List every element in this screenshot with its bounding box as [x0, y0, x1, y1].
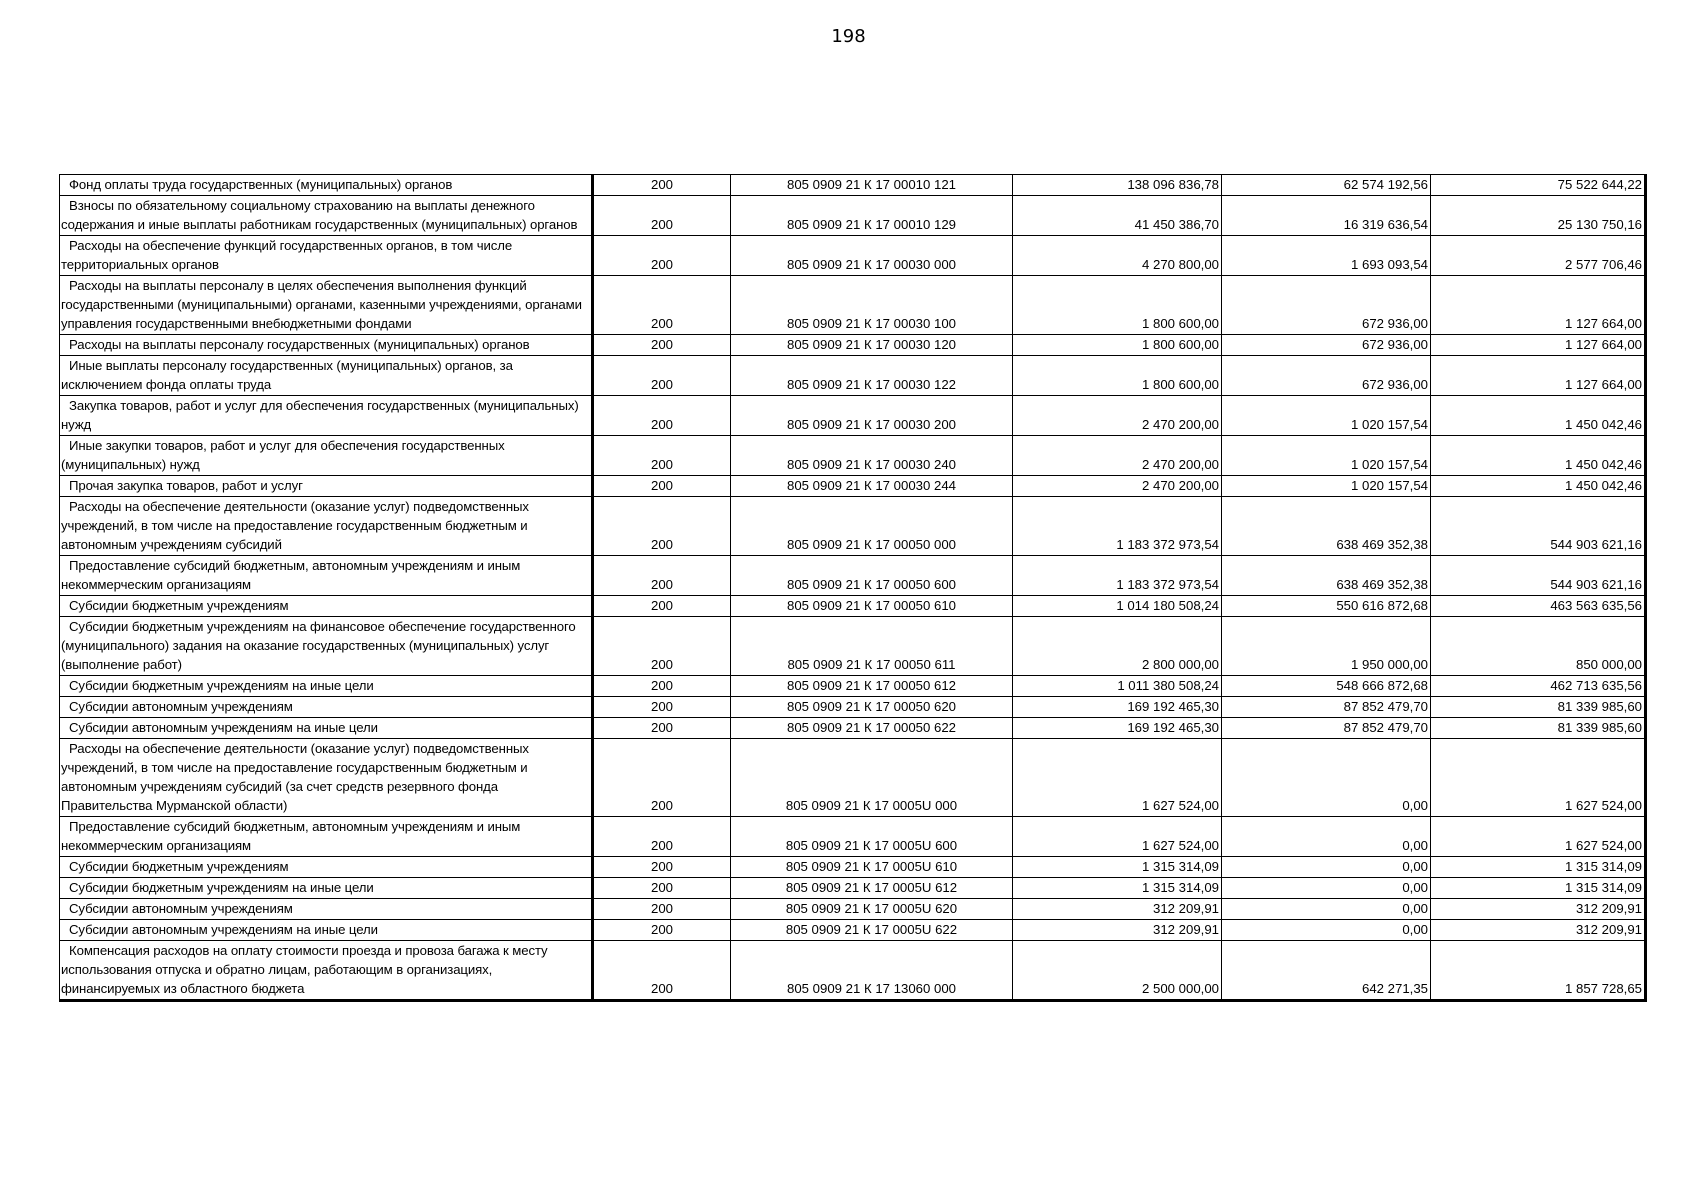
row-approved-amount-cell: 2 470 200,00	[1013, 476, 1222, 497]
row-classification-code-cell: 805 0909 21 К 17 00010 129	[731, 196, 1013, 236]
row-unexecuted-amount-cell: 2 577 706,46	[1431, 236, 1646, 276]
row-executed-amount-cell: 0,00	[1222, 739, 1431, 817]
table-row	[60, 396, 1646, 436]
row-classification-code-cell: 805 0909 21 К 17 00010 121	[731, 175, 1013, 196]
row-executed-amount-cell: 0,00	[1222, 817, 1431, 857]
table-row	[60, 335, 1646, 356]
row-admin-code-cell: 200	[593, 739, 731, 817]
row-unexecuted-amount-cell: 1 127 664,00	[1431, 276, 1646, 335]
table-row	[60, 697, 1646, 718]
row-admin-code-cell: 200	[593, 718, 731, 739]
row-admin-code-cell: 200	[593, 697, 731, 718]
row-name-cell: Субсидии автономным учреждениям	[60, 899, 593, 920]
row-classification-code-cell: 805 0909 21 К 17 0005U 600	[731, 817, 1013, 857]
table-row	[60, 556, 1646, 596]
budget-table-body	[60, 175, 1646, 1001]
row-unexecuted-amount-cell: 1 450 042,46	[1431, 396, 1646, 436]
table-row	[60, 817, 1646, 857]
row-unexecuted-amount-cell: 1 315 314,09	[1431, 857, 1646, 878]
row-unexecuted-amount-cell: 544 903 621,16	[1431, 497, 1646, 556]
row-approved-amount-cell: 1 800 600,00	[1013, 335, 1222, 356]
row-name-cell: Предоставление субсидий бюджетным, автономным учреждениям и иным некоммерческим организациям	[60, 556, 593, 596]
table-row	[60, 617, 1646, 676]
row-admin-code-cell: 200	[593, 497, 731, 556]
row-approved-amount-cell: 1 800 600,00	[1013, 356, 1222, 396]
row-executed-amount-cell: 1 020 157,54	[1222, 476, 1431, 497]
table-row	[60, 356, 1646, 396]
row-unexecuted-amount-cell: 1 450 042,46	[1431, 436, 1646, 476]
row-approved-amount-cell: 2 800 000,00	[1013, 617, 1222, 676]
row-approved-amount-cell: 1 627 524,00	[1013, 817, 1222, 857]
row-classification-code-cell: 805 0909 21 К 17 0005U 610	[731, 857, 1013, 878]
row-unexecuted-amount-cell: 1 127 664,00	[1431, 356, 1646, 396]
row-classification-code-cell: 805 0909 21 К 17 13060 000	[731, 941, 1013, 1001]
table-row	[60, 596, 1646, 617]
row-unexecuted-amount-cell: 1 627 524,00	[1431, 739, 1646, 817]
row-unexecuted-amount-cell: 1 627 524,00	[1431, 817, 1646, 857]
row-admin-code-cell: 200	[593, 196, 731, 236]
row-approved-amount-cell: 1 014 180 508,24	[1013, 596, 1222, 617]
row-name-cell: Субсидии бюджетным учреждениям	[60, 857, 593, 878]
row-unexecuted-amount-cell: 1 127 664,00	[1431, 335, 1646, 356]
row-classification-code-cell: 805 0909 21 К 17 0005U 620	[731, 899, 1013, 920]
row-unexecuted-amount-cell: 75 522 644,22	[1431, 175, 1646, 196]
row-executed-amount-cell: 1 693 093,54	[1222, 236, 1431, 276]
row-name-cell: Расходы на выплаты персоналу в целях обеспечения выполнения функций государственными (муниципальными) органами, казенными учреждениями, органами управления государственными внебюджетными фондами	[60, 276, 593, 335]
row-name-cell: Взносы по обязательному социальному страхованию на выплаты денежного содержания и иные выплаты работникам государственных (муниципальных) органов	[60, 196, 593, 236]
row-admin-code-cell: 200	[593, 436, 731, 476]
row-unexecuted-amount-cell: 81 339 985,60	[1431, 697, 1646, 718]
row-classification-code-cell: 805 0909 21 К 17 00030 120	[731, 335, 1013, 356]
table-row	[60, 196, 1646, 236]
row-admin-code-cell: 200	[593, 596, 731, 617]
row-unexecuted-amount-cell: 312 209,91	[1431, 920, 1646, 941]
row-approved-amount-cell: 1 627 524,00	[1013, 739, 1222, 817]
row-approved-amount-cell: 2 470 200,00	[1013, 396, 1222, 436]
row-executed-amount-cell: 0,00	[1222, 857, 1431, 878]
row-name-cell: Субсидии автономным учреждениям на иные цели	[60, 920, 593, 941]
row-unexecuted-amount-cell: 1 857 728,65	[1431, 941, 1646, 1001]
row-name-cell: Расходы на обеспечение деятельности (оказание услуг) подведомственных учреждений, в том числе на предоставление государственным бюджетным и автономным учреждениям субсидий (за счет средств резервного фонда Правительства Мурманской области)	[60, 739, 593, 817]
table-row	[60, 899, 1646, 920]
row-unexecuted-amount-cell: 462 713 635,56	[1431, 676, 1646, 697]
row-admin-code-cell: 200	[593, 236, 731, 276]
row-classification-code-cell: 805 0909 21 К 17 0005U 622	[731, 920, 1013, 941]
table-row	[60, 878, 1646, 899]
row-admin-code-cell: 200	[593, 941, 731, 1001]
row-name-cell: Фонд оплаты труда государственных (муниципальных) органов	[60, 175, 593, 196]
row-name-cell: Компенсация расходов на оплату стоимости проезда и провоза багажа к месту использования отпуска и обратно лицам, работающим в организациях, финансируемых из областного бюджета	[60, 941, 593, 1001]
row-admin-code-cell: 200	[593, 556, 731, 596]
row-name-cell: Расходы на обеспечение деятельности (оказание услуг) подведомственных учреждений, в том числе на предоставление государственным бюджетным и автономным учреждениям субсидий	[60, 497, 593, 556]
row-admin-code-cell: 200	[593, 476, 731, 497]
row-admin-code-cell: 200	[593, 175, 731, 196]
row-executed-amount-cell: 1 950 000,00	[1222, 617, 1431, 676]
row-classification-code-cell: 805 0909 21 К 17 00030 100	[731, 276, 1013, 335]
row-executed-amount-cell: 638 469 352,38	[1222, 556, 1431, 596]
row-unexecuted-amount-cell: 1 315 314,09	[1431, 878, 1646, 899]
row-executed-amount-cell: 1 020 157,54	[1222, 436, 1431, 476]
row-admin-code-cell: 200	[593, 857, 731, 878]
row-name-cell: Субсидии бюджетным учреждениям на финансовое обеспечение государственного (муниципального) задания на оказание государственных (муниципальных) услуг (выполнение работ)	[60, 617, 593, 676]
row-name-cell: Расходы на обеспечение функций государственных органов, в том числе территориальных органов	[60, 236, 593, 276]
table-row	[60, 236, 1646, 276]
row-classification-code-cell: 805 0909 21 К 17 00030 000	[731, 236, 1013, 276]
row-name-cell: Иные закупки товаров, работ и услуг для обеспечения государственных (муниципальных) нужд	[60, 436, 593, 476]
table-row	[60, 476, 1646, 497]
row-unexecuted-amount-cell: 25 130 750,16	[1431, 196, 1646, 236]
row-executed-amount-cell: 16 319 636,54	[1222, 196, 1431, 236]
row-name-cell: Закупка товаров, работ и услуг для обеспечения государственных (муниципальных) нужд	[60, 396, 593, 436]
row-classification-code-cell: 805 0909 21 К 17 00050 600	[731, 556, 1013, 596]
row-classification-code-cell: 805 0909 21 К 17 00050 620	[731, 697, 1013, 718]
row-admin-code-cell: 200	[593, 899, 731, 920]
row-unexecuted-amount-cell: 544 903 621,16	[1431, 556, 1646, 596]
row-name-cell: Субсидии автономным учреждениям на иные цели	[60, 718, 593, 739]
row-approved-amount-cell: 2 500 000,00	[1013, 941, 1222, 1001]
row-classification-code-cell: 805 0909 21 К 17 00050 610	[731, 596, 1013, 617]
row-name-cell: Субсидии бюджетным учреждениям	[60, 596, 593, 617]
budget-table	[59, 174, 1647, 1002]
table-row	[60, 857, 1646, 878]
row-executed-amount-cell: 672 936,00	[1222, 276, 1431, 335]
row-classification-code-cell: 805 0909 21 К 17 00030 244	[731, 476, 1013, 497]
table-row	[60, 676, 1646, 697]
row-approved-amount-cell: 1 315 314,09	[1013, 857, 1222, 878]
table-row	[60, 920, 1646, 941]
row-classification-code-cell: 805 0909 21 К 17 00050 622	[731, 718, 1013, 739]
row-classification-code-cell: 805 0909 21 К 17 00050 611	[731, 617, 1013, 676]
row-executed-amount-cell: 638 469 352,38	[1222, 497, 1431, 556]
row-admin-code-cell: 200	[593, 276, 731, 335]
row-unexecuted-amount-cell: 81 339 985,60	[1431, 718, 1646, 739]
row-unexecuted-amount-cell: 1 450 042,46	[1431, 476, 1646, 497]
row-name-cell: Субсидии автономным учреждениям	[60, 697, 593, 718]
row-name-cell: Субсидии бюджетным учреждениям на иные цели	[60, 676, 593, 697]
row-classification-code-cell: 805 0909 21 К 17 00050 612	[731, 676, 1013, 697]
row-classification-code-cell: 805 0909 21 К 17 0005U 000	[731, 739, 1013, 817]
row-name-cell: Расходы на выплаты персоналу государственных (муниципальных) органов	[60, 335, 593, 356]
row-unexecuted-amount-cell: 312 209,91	[1431, 899, 1646, 920]
row-executed-amount-cell: 87 852 479,70	[1222, 718, 1431, 739]
row-approved-amount-cell: 169 192 465,30	[1013, 718, 1222, 739]
row-approved-amount-cell: 312 209,91	[1013, 899, 1222, 920]
row-executed-amount-cell: 0,00	[1222, 920, 1431, 941]
row-executed-amount-cell: 62 574 192,56	[1222, 175, 1431, 196]
row-classification-code-cell: 805 0909 21 К 17 0005U 612	[731, 878, 1013, 899]
row-approved-amount-cell: 138 096 836,78	[1013, 175, 1222, 196]
row-approved-amount-cell: 1 800 600,00	[1013, 276, 1222, 335]
row-classification-code-cell: 805 0909 21 К 17 00030 122	[731, 356, 1013, 396]
row-admin-code-cell: 200	[593, 817, 731, 857]
row-approved-amount-cell: 1 011 380 508,24	[1013, 676, 1222, 697]
table-row	[60, 276, 1646, 335]
row-executed-amount-cell: 550 616 872,68	[1222, 596, 1431, 617]
row-admin-code-cell: 200	[593, 356, 731, 396]
table-row	[60, 941, 1646, 1001]
table-row	[60, 739, 1646, 817]
row-executed-amount-cell: 0,00	[1222, 878, 1431, 899]
row-admin-code-cell: 200	[593, 396, 731, 436]
row-classification-code-cell: 805 0909 21 К 17 00050 000	[731, 497, 1013, 556]
row-executed-amount-cell: 642 271,35	[1222, 941, 1431, 1001]
row-unexecuted-amount-cell: 463 563 635,56	[1431, 596, 1646, 617]
row-executed-amount-cell: 0,00	[1222, 899, 1431, 920]
row-approved-amount-cell: 2 470 200,00	[1013, 436, 1222, 476]
row-executed-amount-cell: 87 852 479,70	[1222, 697, 1431, 718]
row-executed-amount-cell: 548 666 872,68	[1222, 676, 1431, 697]
table-row	[60, 497, 1646, 556]
row-approved-amount-cell: 169 192 465,30	[1013, 697, 1222, 718]
row-name-cell: Прочая закупка товаров, работ и услуг	[60, 476, 593, 497]
row-executed-amount-cell: 1 020 157,54	[1222, 396, 1431, 436]
page-number: 198	[831, 26, 866, 47]
table-row	[60, 175, 1646, 196]
row-approved-amount-cell: 41 450 386,70	[1013, 196, 1222, 236]
row-admin-code-cell: 200	[593, 676, 731, 697]
row-name-cell: Предоставление субсидий бюджетным, автономным учреждениям и иным некоммерческим организациям	[60, 817, 593, 857]
row-admin-code-cell: 200	[593, 878, 731, 899]
row-admin-code-cell: 200	[593, 335, 731, 356]
table-row	[60, 436, 1646, 476]
table-row	[60, 718, 1646, 739]
row-approved-amount-cell: 1 183 372 973,54	[1013, 556, 1222, 596]
row-unexecuted-amount-cell: 850 000,00	[1431, 617, 1646, 676]
row-admin-code-cell: 200	[593, 617, 731, 676]
row-approved-amount-cell: 1 183 372 973,54	[1013, 497, 1222, 556]
row-classification-code-cell: 805 0909 21 К 17 00030 240	[731, 436, 1013, 476]
row-approved-amount-cell: 1 315 314,09	[1013, 878, 1222, 899]
row-admin-code-cell: 200	[593, 920, 731, 941]
row-approved-amount-cell: 4 270 800,00	[1013, 236, 1222, 276]
row-classification-code-cell: 805 0909 21 К 17 00030 200	[731, 396, 1013, 436]
row-executed-amount-cell: 672 936,00	[1222, 356, 1431, 396]
row-executed-amount-cell: 672 936,00	[1222, 335, 1431, 356]
row-name-cell: Субсидии бюджетным учреждениям на иные цели	[60, 878, 593, 899]
row-approved-amount-cell: 312 209,91	[1013, 920, 1222, 941]
row-name-cell: Иные выплаты персоналу государственных (муниципальных) органов, за исключением фонда оплаты труда	[60, 356, 593, 396]
